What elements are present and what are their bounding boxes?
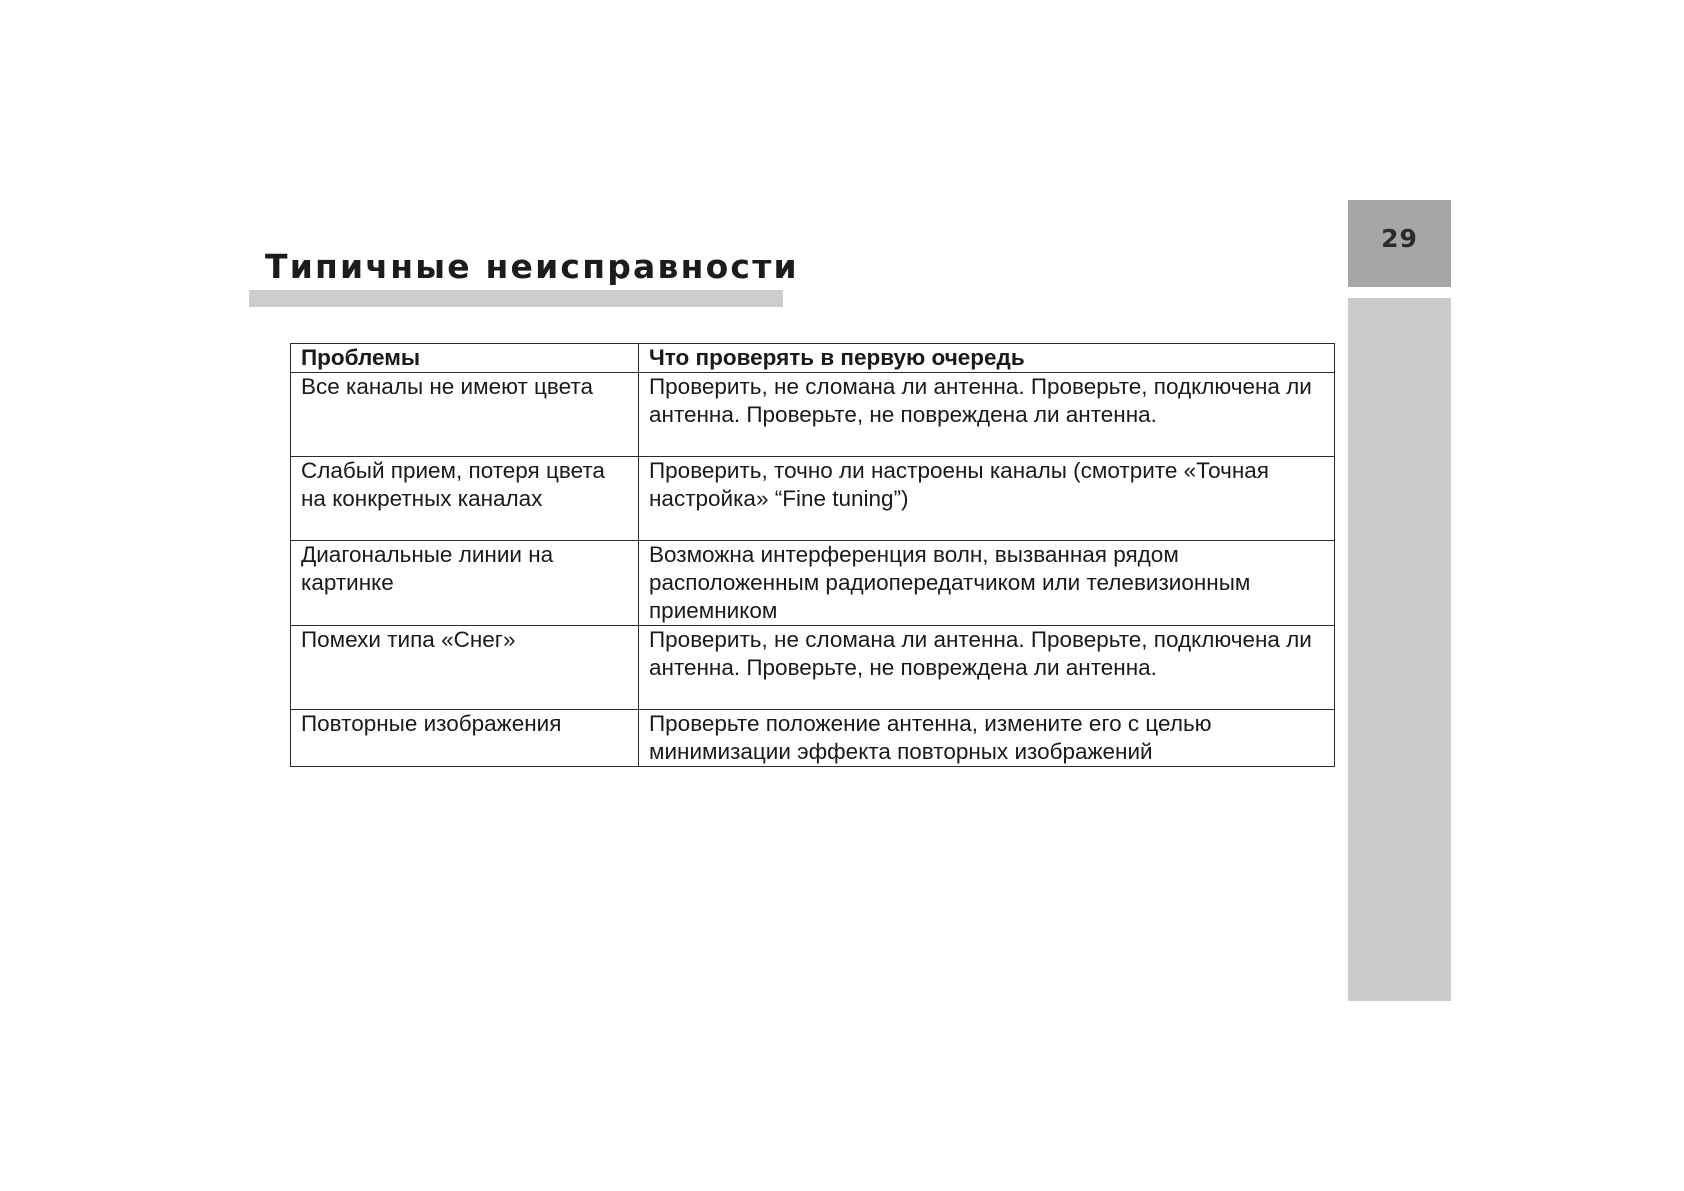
problem-cell: Помехи типа «Снег» (291, 626, 639, 710)
table-row (291, 457, 1335, 541)
check-cell: Проверить, не сломана ли антенна. Проверьте, подключена ли антенна. Проверьте, не повреждена ли антенна. (639, 626, 1335, 710)
check-cell: Проверить, точно ли настроены каналы (смотрите «Точная настройка» “Fine tuning”) (639, 457, 1335, 541)
troubleshooting-table (290, 343, 1335, 767)
page-number: 29 (1381, 224, 1418, 253)
problem-cell: Повторные изображения (291, 710, 639, 767)
table-row (291, 373, 1335, 457)
page-title: Типичные неисправности (265, 247, 799, 286)
table-header-row (291, 344, 1335, 373)
page-number-tab (1348, 200, 1451, 287)
problem-cell: Все каналы не имеют цвета (291, 373, 639, 457)
problem-cell: Слабый прием, потеря цвета на конкретных каналах (291, 457, 639, 541)
table-row (291, 626, 1335, 710)
check-cell: Возможна интерференция волн, вызванная рядом расположенным радиопередатчиком или телевизионным приемником (639, 541, 1335, 626)
table-row (291, 710, 1335, 767)
check-cell: Проверьте положение антенна, измените его с целью минимизации эффекта повторных изображений (639, 710, 1335, 767)
side-strip (1348, 298, 1451, 1001)
check-cell: Проверить, не сломана ли антенна. Проверьте, подключена ли антенна. Проверьте, не повреждена ли антенна. (639, 373, 1335, 457)
header-problems: Проблемы (291, 344, 639, 373)
problem-cell: Диагональные линии на картинке (291, 541, 639, 626)
table-row (291, 541, 1335, 626)
header-what-to-check: Что проверять в первую очередь (639, 344, 1335, 373)
title-underline (249, 290, 783, 307)
